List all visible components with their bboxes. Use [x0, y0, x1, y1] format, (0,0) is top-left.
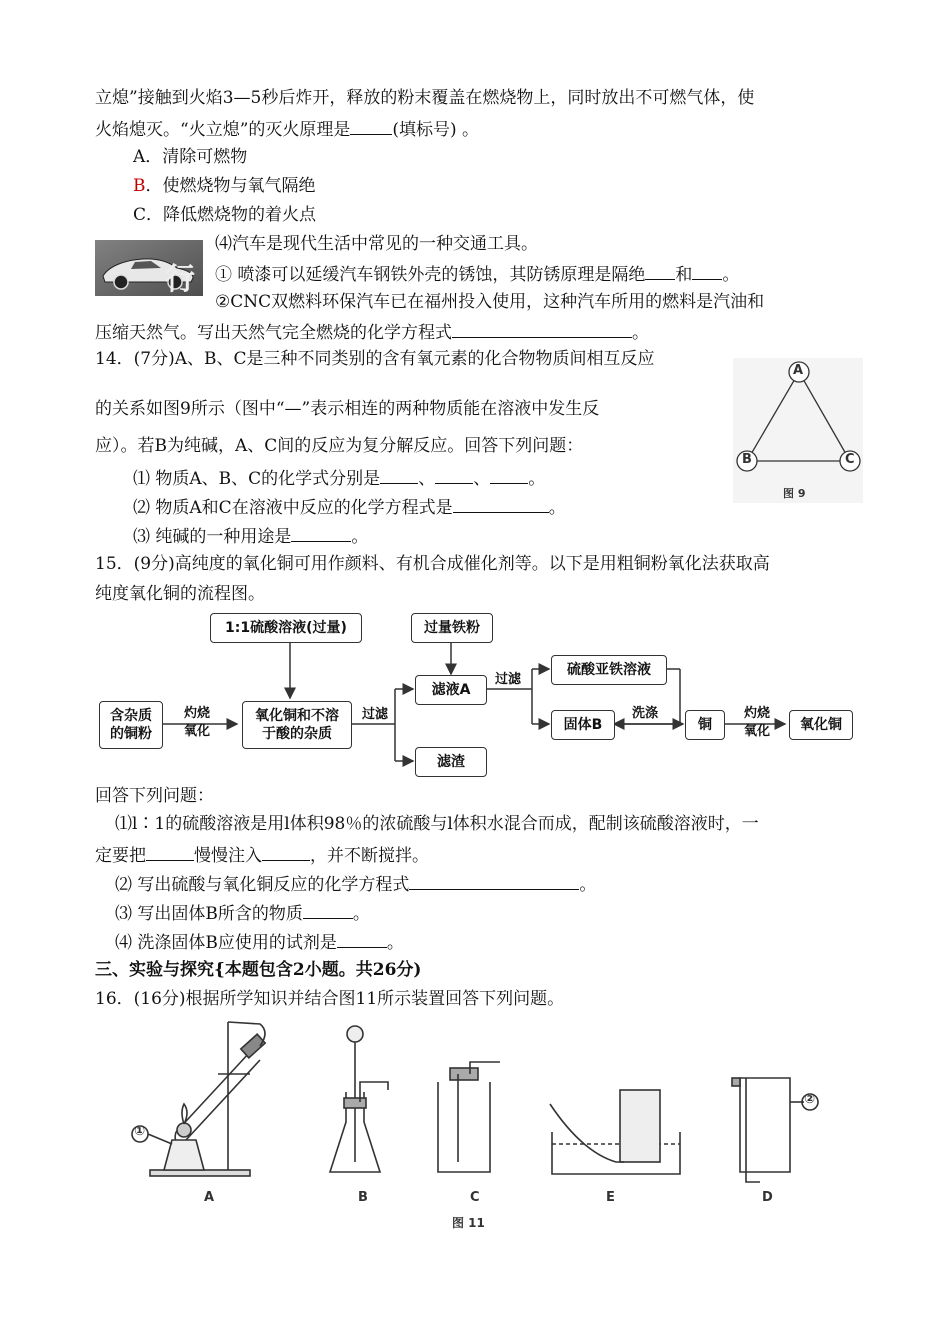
q13-p4-1-and: 和: [675, 265, 693, 285]
q14-sep2: 、: [473, 469, 491, 489]
fig11-label-b: B: [358, 1190, 368, 1205]
q15-line1: 15．(9分)高纯度的氧化铜可用作颜料、有机合成催化剂等。以下是用粗铜粉氧化法获取高: [95, 554, 770, 574]
q15-sub1-text: 定要把: [95, 846, 146, 866]
flow-burn-2: 灼烧 氧化: [743, 706, 770, 739]
q15-line2: 纯度氧化铜的流程图。: [95, 584, 265, 604]
q15-sub4: [115, 929, 404, 955]
flow-filtrate-a: 滤液A: [415, 675, 487, 705]
q14-sub3-end: 。: [351, 527, 369, 547]
q13-answer-blank[interactable]: [350, 116, 392, 135]
q13-option-c: C．降低燃烧物的着火点: [133, 205, 317, 225]
figure-9: [733, 358, 863, 503]
q14-line1: 14．(7分)A、B、C是三种不同类别的含有氧元素的化合物物质间相互反应: [95, 349, 655, 369]
q14-sep1: 、: [418, 469, 436, 489]
flow-copper-oxide: 氧化铜: [789, 710, 853, 740]
q13-option-a: A．清除可燃物: [133, 147, 248, 167]
fig9-node-a: A: [793, 363, 804, 378]
q14-blank-a[interactable]: [380, 465, 418, 484]
q13-line2-text: 火焰熄灭。“火立熄”的灭火原理是: [95, 120, 351, 140]
q15-sub4-text: ⑷ 洗涤固体B应使用的试剂是: [115, 933, 337, 953]
q15-sub3-end: 。: [352, 904, 370, 924]
q14-use-blank[interactable]: [291, 523, 351, 542]
q14-line3: 应）。若B为纯碱，A、C间的反应为复分解反应。回答下列问题：: [95, 436, 584, 456]
car-image-text: 行: [165, 262, 195, 297]
apparatus-b: [330, 1026, 388, 1172]
q13-line2: [95, 116, 479, 142]
q16-line1: 16．(16分)根据所学知识并结合图11所示装置回答下列问题。: [95, 989, 565, 1009]
q15-sub2-end: 。: [579, 875, 597, 895]
q14-sub2: [133, 494, 566, 520]
q13-p4-3-end: 。: [632, 323, 649, 343]
flow-cuo-mix: 氧化铜和不溶 于酸的杂质: [242, 701, 352, 749]
q14-line2: 的关系如图9所示（图中“—”表示相连的两种物质能在溶液中发生反: [95, 399, 600, 419]
q13-p4-3-text: 压缩天然气。写出天然气完全燃烧的化学方程式: [95, 323, 452, 343]
flow-ferrous-sulfate: 硫酸亚铁溶液: [551, 655, 667, 685]
q14-sub3-text: ⑶ 纯碱的一种用途是: [133, 527, 292, 547]
q13-p4-1-end: 。: [722, 265, 740, 285]
q14-equation-blank[interactable]: [453, 494, 549, 513]
fig11-label-a: A: [204, 1190, 215, 1205]
q14-sub3: [133, 523, 368, 549]
fig11-mark-2: ②: [804, 1092, 816, 1107]
section-3-title: 三、实验与探究{本题包含2小题。共26分): [95, 960, 422, 980]
fig11-label-d: D: [762, 1190, 773, 1205]
q15-sub4-end: 。: [386, 933, 404, 953]
flow-acid: 1:1硫酸溶液(过量): [210, 613, 362, 643]
fig11-label-c: C: [470, 1190, 480, 1205]
fig9-caption: 图 9: [783, 487, 806, 500]
flow-burn-1: 灼烧 氧化: [183, 706, 210, 739]
fig11-mark-1: ①: [134, 1124, 146, 1139]
q14-sub2-text: ⑵ 物质A和C在溶液中反应的化学方程式是: [133, 498, 453, 518]
q13-option-b: [133, 174, 316, 198]
flowchart: [95, 605, 860, 780]
q13-p4: ⑷汽车是现代生活中常见的一种交通工具。: [215, 234, 538, 254]
q13-p4-2: ②CNC双燃料环保汽车已在福州投入使用，这种汽车所用的燃料是汽油和: [215, 292, 765, 312]
fig11-caption: 图 11: [452, 1216, 485, 1230]
q14-sub2-end: 。: [548, 498, 566, 518]
q15-sub1-cont: [95, 842, 429, 868]
car-image: [95, 240, 203, 296]
q13-p4-1: [215, 261, 739, 287]
q15-answer-intro: 回答下列问题：: [95, 786, 214, 806]
figure-11: [120, 1012, 840, 1237]
q15-sub3: [115, 900, 370, 926]
fig9-node-b: B: [742, 452, 752, 467]
q15-sub1: ⑴l∶1的硫酸溶液是用l体积98％的浓硫酸与l体积水混合而成，配制该硫酸溶液时，一: [115, 814, 759, 834]
q13-p4-blank-1[interactable]: [645, 261, 675, 280]
flow-copper: 铜: [685, 710, 725, 740]
q15-equation-blank[interactable]: [409, 871, 579, 890]
flow-filter-1: 过滤: [361, 707, 388, 722]
q14-sub1-end: 。: [528, 469, 546, 489]
q15-reagent-blank[interactable]: [337, 929, 387, 948]
flow-iron-powder: 过量铁粉: [411, 613, 493, 643]
q15-sub1-mid: 慢慢注入: [194, 846, 262, 866]
q15-blank-2[interactable]: [262, 842, 310, 861]
q15-blank-1[interactable]: [146, 842, 194, 861]
flow-raw-copper: 含杂质 的铜粉: [99, 701, 163, 749]
fig9-node-c: C: [845, 452, 855, 467]
flow-wash: 洗涤: [631, 706, 658, 721]
q13-line1: 立熄”接触到火焰3—5秒后炸开，释放的粉末覆盖在燃烧物上，同时放出不可燃气体，使: [95, 88, 755, 108]
flow-solid-b: 固体B: [551, 710, 615, 740]
q13-equation-blank[interactable]: [452, 319, 632, 338]
q14-sub1: [133, 465, 545, 491]
apparatus-a: [150, 1022, 265, 1176]
flow-filter-2: 过滤: [494, 672, 521, 687]
q14-sub1-text: ⑴ 物质A、B、C的化学式分别是: [133, 469, 381, 489]
apparatus-c: [438, 1062, 500, 1172]
q15-sub1-end: ，并不断搅拌。: [310, 846, 429, 866]
q13-p4-3: [95, 319, 649, 345]
q15-sub3-text: ⑶ 写出固体B所含的物质: [115, 904, 303, 924]
q13-option-b-text: ．使燃烧物与氧气隔绝: [145, 176, 316, 196]
q15-sub2: [115, 871, 596, 897]
fig11-label-e: E: [606, 1190, 615, 1205]
q13-p4-1-text: ① 喷漆可以延缓汽车钢铁外壳的锈蚀，其防锈原理是隔绝: [215, 265, 646, 285]
q13-option-b-letter: B: [133, 176, 146, 196]
apparatus-e: [550, 1090, 680, 1174]
q15-solid-b-blank[interactable]: [303, 900, 353, 919]
q15-sub2-text: ⑵ 写出硫酸与氧化铜反应的化学方程式: [115, 875, 410, 895]
q13-line2-end: (填标号) 。: [392, 120, 480, 140]
q14-blank-c[interactable]: [490, 465, 528, 484]
q13-p4-blank-2[interactable]: [692, 261, 722, 280]
q14-blank-b[interactable]: [435, 465, 473, 484]
flow-residue: 滤渣: [415, 747, 487, 777]
